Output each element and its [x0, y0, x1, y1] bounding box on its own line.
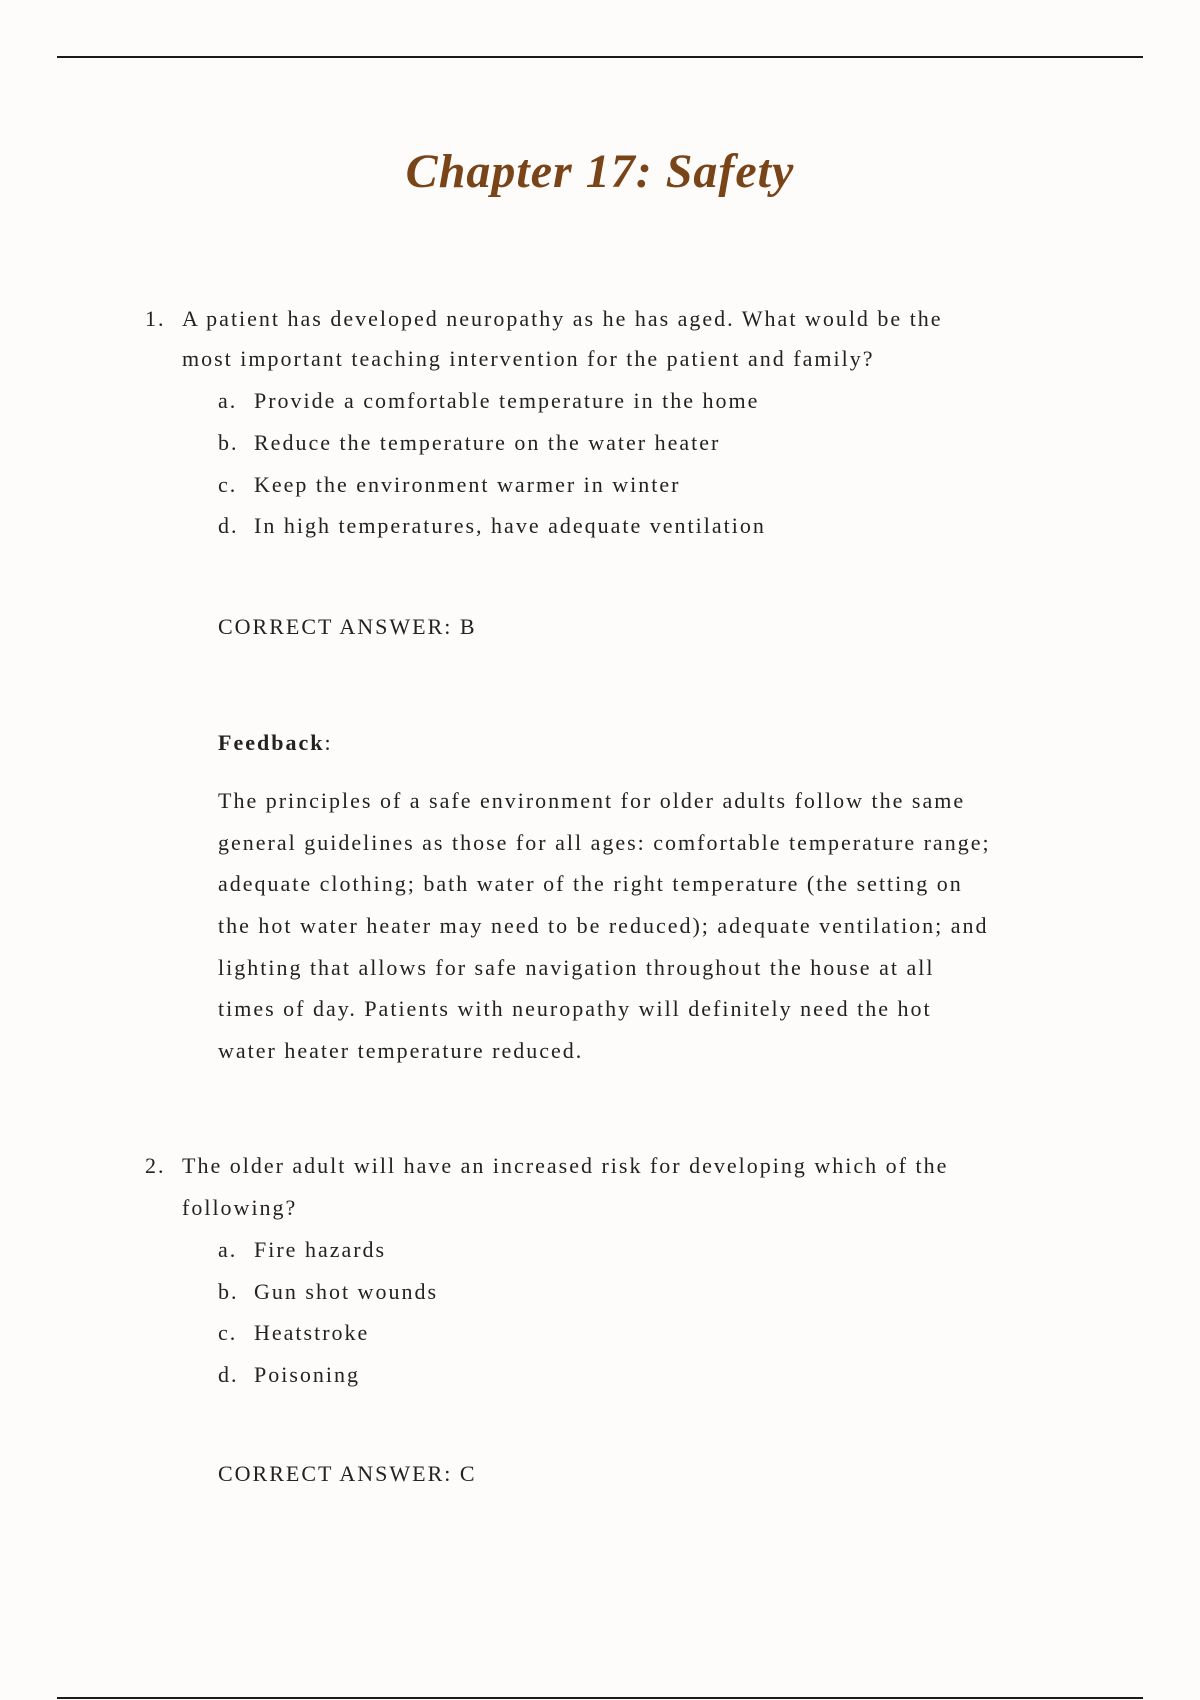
- page-title: Chapter 17: Safety: [405, 145, 795, 198]
- option-text: Poisoning: [254, 1362, 361, 1387]
- question-number: 2.: [145, 1153, 166, 1178]
- bottom-divider: [57, 1697, 1143, 1699]
- option-text: Gun shot wounds: [254, 1279, 439, 1304]
- option-letter: b.: [218, 430, 239, 455]
- feedback-line: The principles of a safe environment for older adults follow the same: [218, 788, 966, 813]
- correct-answer: CORRECT ANSWER: B: [218, 614, 477, 639]
- feedback-heading: [218, 730, 333, 756]
- feedback-line: general guidelines as those for all ages: comfortable temperature range;: [218, 830, 991, 855]
- feedback-line: the hot water heater may need to be reduced); adequate ventilation; and: [218, 913, 989, 938]
- feedback-line: times of day. Patients with neuropathy will definitely need the hot: [218, 996, 932, 1021]
- option-letter: b.: [218, 1279, 239, 1304]
- feedback-line: adequate clothing; bath water of the right temperature (the setting on: [218, 871, 963, 896]
- feedback-colon: :: [324, 730, 333, 755]
- feedback-label: Feedback: [218, 730, 325, 755]
- feedback-line: water heater temperature reduced.: [218, 1038, 584, 1063]
- option-text: Provide a comfortable temperature in the home: [254, 388, 760, 413]
- correct-answer: CORRECT ANSWER: C: [218, 1461, 477, 1486]
- option-letter: a.: [218, 1237, 238, 1262]
- question-number: 1.: [145, 306, 166, 331]
- option-letter: d.: [218, 1362, 239, 1387]
- option-text: Keep the environment warmer in winter: [254, 472, 681, 497]
- question-stem-line: most important teaching intervention for the patient and family?: [182, 346, 875, 371]
- option-text: Fire hazards: [254, 1237, 387, 1262]
- option-text: In high temperatures, have adequate ventilation: [254, 513, 766, 538]
- question-stem-line: following?: [182, 1195, 298, 1220]
- option-text: Reduce the temperature on the water heater: [254, 430, 721, 455]
- top-divider: [57, 56, 1143, 58]
- option-letter: a.: [218, 388, 238, 413]
- feedback-line: lighting that allows for safe navigation throughout the house at all: [218, 955, 935, 980]
- option-text: Heatstroke: [254, 1320, 370, 1345]
- option-letter: c.: [218, 472, 238, 497]
- option-letter: d.: [218, 513, 239, 538]
- question-stem-line: The older adult will have an increased risk for developing which of the: [182, 1153, 949, 1178]
- option-letter: c.: [218, 1320, 238, 1345]
- question-stem-line: A patient has developed neuropathy as he has aged. What would be the: [182, 306, 943, 331]
